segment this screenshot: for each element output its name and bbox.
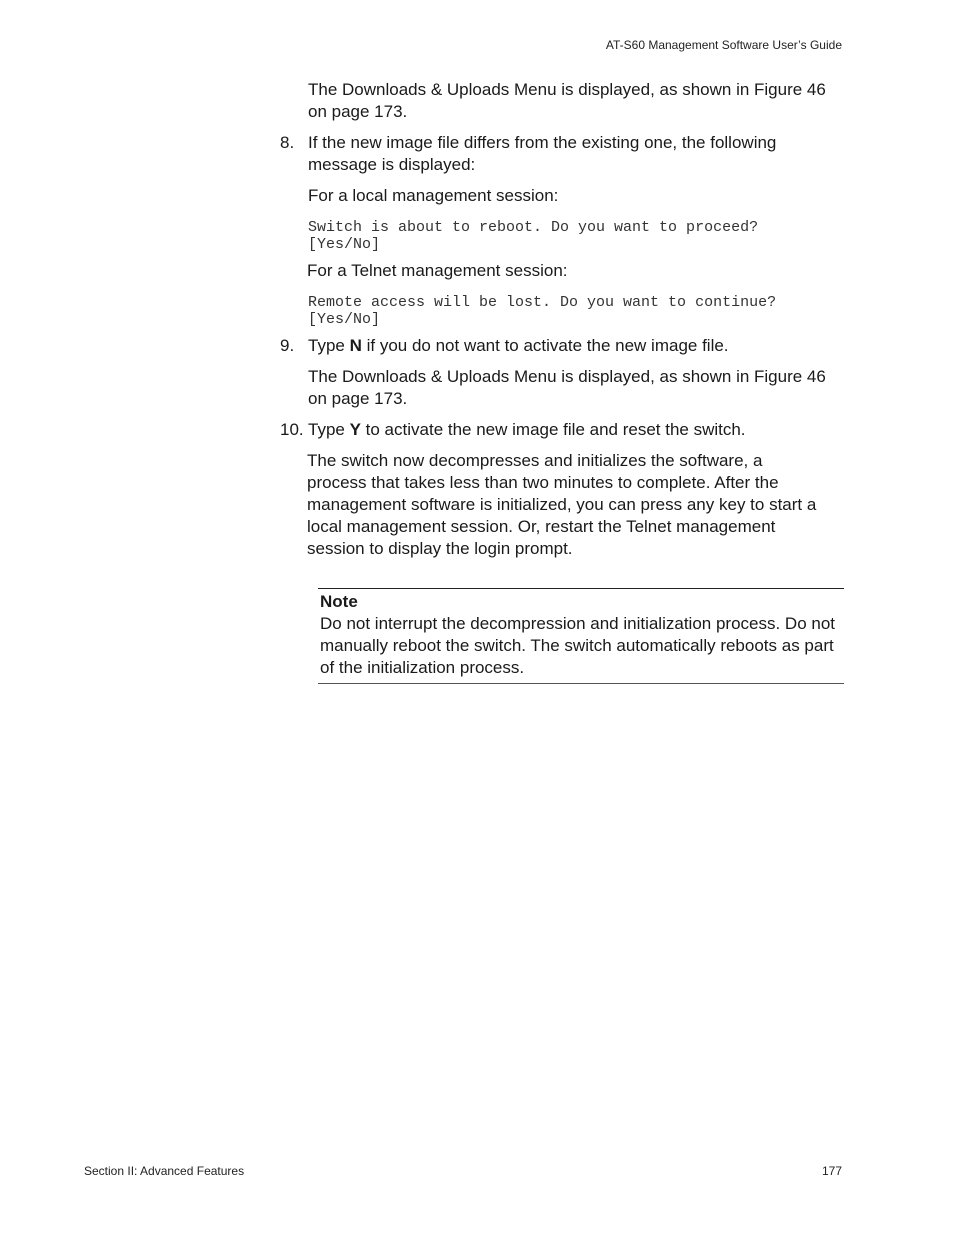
step-8-text: If the new image file differs from the existing one, the following message is displayed: bbox=[308, 133, 777, 174]
step-9-text bbox=[308, 335, 818, 357]
paragraph-decompress: The switch now decompresses and initializes the software, a process that takes less than two minutes to complete. After the management software is initialized, you can press any key to start a local management session. Or, restart the Telnet management session to display the login prompt. bbox=[307, 451, 817, 558]
code-telnet-session bbox=[308, 294, 848, 328]
code-local-line-1: Switch is about to reboot. Do you want to proceed? bbox=[308, 219, 759, 236]
step-9-key: N bbox=[349, 336, 362, 355]
step-10 bbox=[280, 419, 840, 441]
code-telnet-line-2: [Yes/No] bbox=[308, 311, 381, 328]
step-10-key: Y bbox=[349, 420, 361, 439]
running-header: AT-S60 Management Software User’s Guide bbox=[605, 38, 842, 52]
step-9-number: 9. bbox=[280, 336, 295, 355]
local-session-label: For a local management session: bbox=[308, 186, 559, 205]
note-box bbox=[318, 588, 844, 684]
step-10-text bbox=[308, 419, 818, 441]
paragraph-downloads-menu-1: The Downloads & Uploads Menu is displayed, as shown in Figure 46 on page 173. bbox=[308, 80, 826, 121]
step-9 bbox=[280, 335, 840, 357]
code-local-line-2: [Yes/No] bbox=[308, 236, 381, 253]
step-8-number: 8. bbox=[280, 133, 295, 152]
footer-section: Section II: Advanced Features bbox=[84, 1164, 245, 1178]
telnet-session-label: For a Telnet management session: bbox=[307, 261, 568, 280]
step-10-suffix: to activate the new image file and reset the switch. bbox=[360, 420, 746, 439]
step-10-prefix: Type bbox=[308, 420, 350, 439]
note-body: Do not interrupt the decompression and initialization process. Do not manually reboot the switch. The switch automatically reboots as part of the initialization process. bbox=[320, 614, 836, 677]
note-title: Note bbox=[320, 592, 358, 611]
paragraph-downloads-menu-2: The Downloads & Uploads Menu is displayed, as shown in Figure 46 on page 173. bbox=[308, 367, 826, 408]
step-9-prefix: Type bbox=[308, 336, 350, 355]
step-9-suffix: if you do not want to activate the new image file. bbox=[361, 336, 729, 355]
step-8 bbox=[280, 132, 840, 176]
footer-page-number: 177 bbox=[821, 1164, 842, 1178]
step-10-number: 10. bbox=[280, 420, 304, 439]
code-local-session bbox=[308, 219, 848, 253]
code-telnet-line-1: Remote access will be lost. Do you want to continue? bbox=[308, 294, 777, 311]
